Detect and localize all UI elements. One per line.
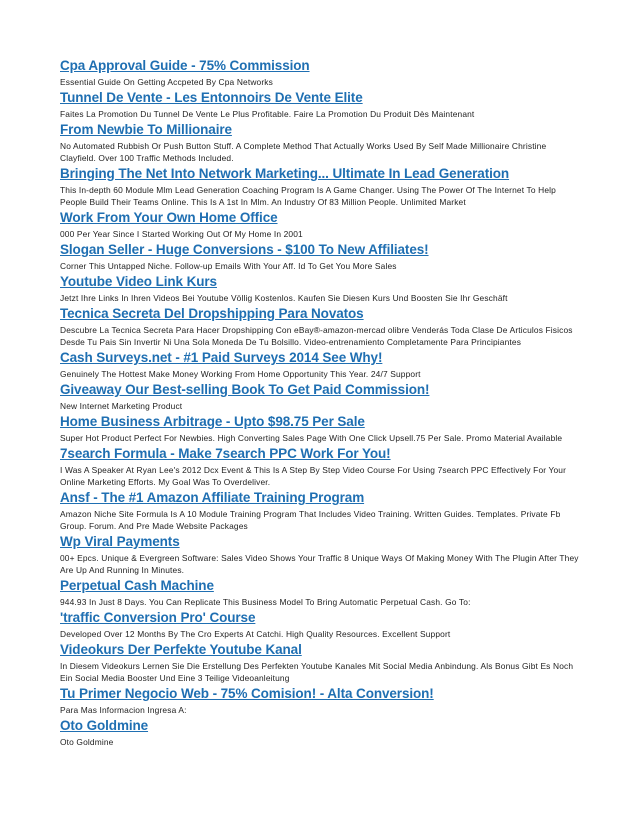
- list-item: [60, 241, 580, 272]
- entry-description: Faites La Promotion Du Tunnel De Vente Le Plus Profitable. Faire La Promotion Du Produit Dès Maintenant: [60, 109, 475, 119]
- entry-title-link[interactable]: Wp Viral Payments: [60, 534, 180, 549]
- entry-description: Amazon Niche Site Formula Is A 10 Module Training Program That Includes Video Training. Written Guides. Templates. Private Fb Group. Forum. And Pre Made Website Packages: [60, 509, 561, 531]
- entry-title-link[interactable]: Bringing The Net Into Network Marketing... Ultimate In Lead Generation: [60, 166, 510, 181]
- entry-description: No Automated Rubbish Or Push Button Stuff. A Complete Method That Actually Works Used By Self Made Millionaire Christine Clayfield. Over 100 Traffic Methods Included.: [60, 141, 547, 163]
- entry-title-link[interactable]: Videokurs Der Perfekte Youtube Kanal: [60, 642, 302, 657]
- entry-description: Essential Guide On Getting Accpeted By Cpa Networks: [60, 77, 273, 87]
- entry-title-link[interactable]: Oto Goldmine: [60, 718, 149, 733]
- entry-title-link[interactable]: Tunnel De Vente - Les Entonnoirs De Vente Elite: [60, 90, 363, 105]
- entry-description: Developed Over 12 Months By The Cro Experts At Catchi. High Quality Resources. Excellent Support: [60, 629, 451, 639]
- list-item: [60, 685, 580, 716]
- entry-description: Jetzt Ihre Links In Ihren Videos Bei Youtube Völlig Kostenlos. Kaufen Sie Diesen Kurs Und Boosten Sie Ihr Geschäft: [60, 293, 508, 303]
- entry-title-link[interactable]: 7search Formula - Make 7search PPC Work For You!: [60, 446, 391, 461]
- list-item: [60, 381, 580, 412]
- list-item: [60, 57, 580, 88]
- entry-title-link[interactable]: Tecnica Secreta Del Dropshipping Para Novatos: [60, 306, 364, 321]
- list-item: [60, 413, 580, 444]
- list-item: [60, 121, 580, 164]
- entry-description: 00+ Epcs. Unique & Evergreen Software: Sales Video Shows Your Traffic 8 Unique Ways Of Making Money With The Plugin After They Are Up And Running In Minutes.: [60, 553, 579, 575]
- list-item: [60, 305, 580, 348]
- list-item: [60, 349, 580, 380]
- list-item: [60, 717, 580, 748]
- entry-description: In Diesem Videokurs Lernen Sie Die Erstellung Des Perfekten Youtube Kanales Mit Social Media Anbindung. Als Bonus Gibt Es Noch Ein Social Media Booster Und Eine 3 Teilige Videoanleitung: [60, 661, 574, 683]
- entry-title-link[interactable]: From Newbie To Millionaire: [60, 122, 232, 137]
- entry-description: 944.93 In Just 8 Days. You Can Replicate This Business Model To Bring Automatic Perpetual Cash. Go To:: [60, 597, 471, 607]
- entry-description: 000 Per Year Since I Started Working Out Of My Home In 2001: [60, 229, 303, 239]
- list-item: [60, 489, 580, 532]
- entry-title-link[interactable]: Cash Surveys.net - #1 Paid Surveys 2014 See Why!: [60, 350, 383, 365]
- entry-title-link[interactable]: Cpa Approval Guide - 75% Commission: [60, 58, 310, 73]
- entry-description: Para Mas Informacion Ingresa A:: [60, 705, 187, 715]
- list-item: [60, 209, 580, 240]
- list-item: [60, 533, 580, 576]
- entry-title-link[interactable]: Home Business Arbitrage - Upto $98.75 Per Sale: [60, 414, 365, 429]
- entry-title-link[interactable]: Slogan Seller - Huge Conversions - $100 To New Affiliates!: [60, 242, 429, 257]
- entry-description: New Internet Marketing Product: [60, 401, 183, 411]
- entry-title-link[interactable]: Youtube Video Link Kurs: [60, 274, 217, 289]
- list-item: [60, 89, 580, 120]
- entry-description: Genuinely The Hottest Make Money Working From Home Opportunity This Year. 24/7 Support: [60, 369, 421, 379]
- entry-description: Descubre La Tecnica Secreta Para Hacer Dropshipping Con eBay®-amazon-mercad olibre Venderás Toda Clase De Articulos Fisicos Desde Tu Pais Sin Invertir Ni Una Sola Moneda De Tu Bolsillo. Video-entrenamiento Completamente Para Principiantes: [60, 325, 573, 347]
- entry-title-link[interactable]: Ansf - The #1 Amazon Affiliate Training Program: [60, 490, 365, 505]
- list-item: [60, 445, 580, 488]
- entry-title-link[interactable]: Perpetual Cash Machine: [60, 578, 214, 593]
- entry-description: Super Hot Product Perfect For Newbies. High Converting Sales Page With One Click Upsell.75 Per Sale. Promo Material Available: [60, 433, 563, 443]
- list-item: [60, 165, 580, 208]
- entry-title-link[interactable]: 'traffic Conversion Pro' Course: [60, 610, 256, 625]
- entry-description: Corner This Untapped Niche. Follow-up Emails With Your Aff. Id To Get You More Sales: [60, 261, 397, 271]
- list-item: [60, 273, 580, 304]
- list-item: [60, 577, 580, 608]
- entry-description: Oto Goldmine: [60, 737, 114, 747]
- listing: [60, 57, 580, 749]
- list-item: [60, 609, 580, 640]
- entry-title-link[interactable]: Giveaway Our Best-selling Book To Get Paid Commission!: [60, 382, 430, 397]
- entry-title-link[interactable]: Work From Your Own Home Office: [60, 210, 278, 225]
- list-item: [60, 641, 580, 684]
- entry-description: I Was A Speaker At Ryan Lee's 2012 Dcx Event & This Is A Step By Step Video Course For Using 7search PPC Effectively For Your Online Marketing Efforts. My Goal Was To Overdeliver.: [60, 465, 567, 487]
- entry-title-link[interactable]: Tu Primer Negocio Web - 75% Comision! - Alta Conversion!: [60, 686, 434, 701]
- entry-description: This In-depth 60 Module Mlm Lead Generation Coaching Program Is A Game Changer. Using The Power Of The Internet To Help People Build Their Teams Online. This Is A 1st In Mlm. An Industry Of 83 Million People. Unlimited Market: [60, 185, 556, 207]
